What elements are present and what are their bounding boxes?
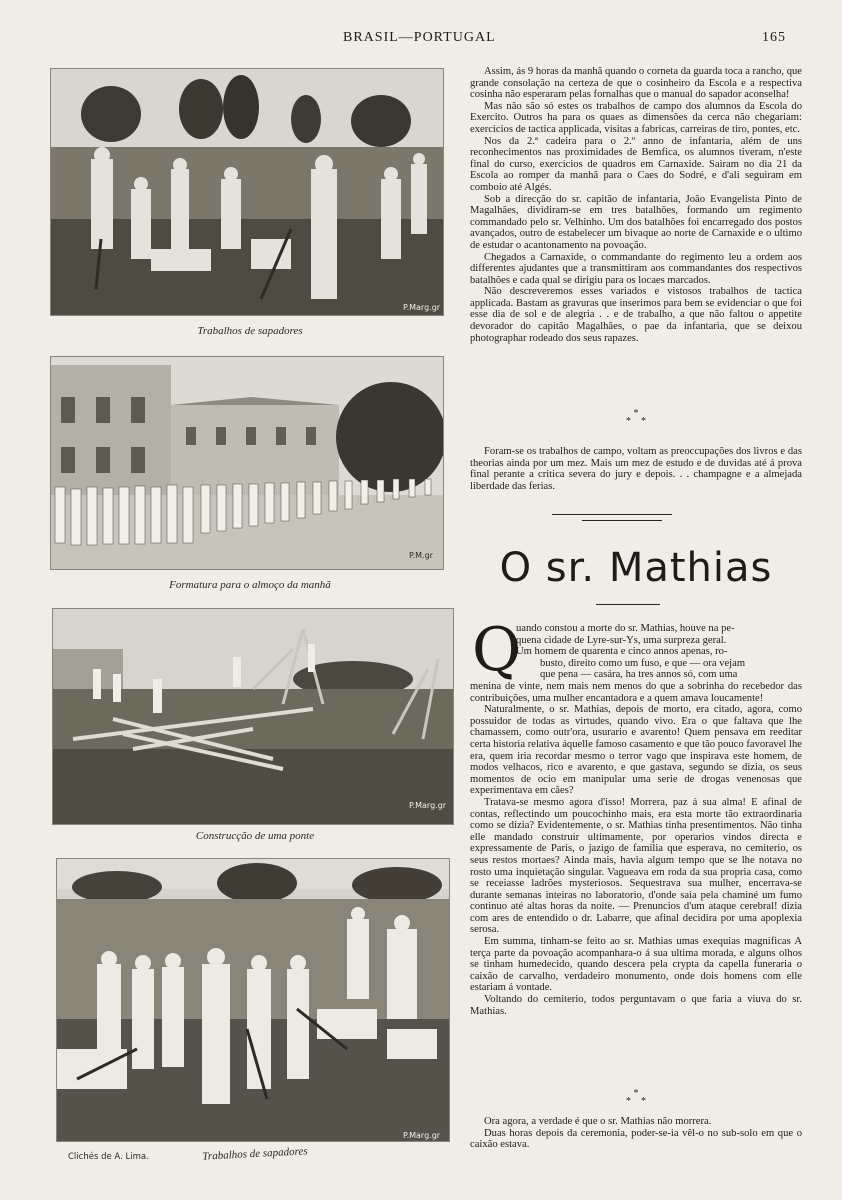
article-body xyxy=(470,681,802,1017)
text-line: busto, direito como um fuso, e que — ora vejam xyxy=(540,657,746,669)
paragraph: Em summa, tinham-se feito ao sr. Mathias umas exequias magnificas A terça parte da povoação acompanhara-o á sua ultima morada, e alguns olhos se tinham humedecido, quando descera pela crypta da capella funeraria o caixão de carvalho, verdadeiro monumento, onde dois homens com elle estariam á vontade. xyxy=(470,936,802,994)
stars-row: * * xyxy=(626,1096,646,1107)
photo-sappers-work-2 xyxy=(56,858,450,1142)
engraver-signature: P.Marg.gr xyxy=(403,303,441,312)
stars-row: * * xyxy=(626,416,646,427)
stars-row: * xyxy=(633,408,639,419)
article-body-start xyxy=(516,623,802,681)
engraver-signature: P.Marg.gr xyxy=(403,1131,441,1140)
engraver-signature: P.Marg.gr xyxy=(409,801,447,810)
photo-credit: Clichés de A. Lima. xyxy=(68,1152,149,1162)
paragraph: Naturalmente, o sr. Mathias, depois de morto, era citado, agora, como possuidor de todas as virtudes, quando vivo. Era o que faltava que lhe chamassem, como outr'ora, usurario e avarento! Quem pensava em reeditar certa historia relativa áquelle famoso casamento e que tão pouco favoravel lhe era, quem iria recordar mesmo o terror vago que inspirava este homem, de modos velhacos, rico e avarento, e que gastava, segundo se dizia, os seus momentos de ocio em manipular uma serie de drogas venenosas que experimentava em cães? xyxy=(470,704,802,797)
text-line: que pena — casára, ha tres annos só, com uma xyxy=(540,669,738,681)
text-line: quena cidade de Lyre-sur-Ys, uma surpreza geral. xyxy=(516,634,727,646)
photo-sappers-work-2-image xyxy=(57,859,449,1141)
paragraph: Assim, ás 9 horas da manhã quando o corneta da guarda toca a rancho, que grande consolação na certeza de que o cosinheiro da Escola e a respectiva cosinha não esperaram pelas fornalhas que o manual do sapador aconselha! xyxy=(470,66,802,101)
paragraph: Voltando do cemiterio, todos perguntavam o que faria a viuva do sr. Mathias. xyxy=(470,994,802,1017)
article-continuation xyxy=(470,66,802,344)
section-stars xyxy=(470,1090,802,1106)
figure-caption: Construcção de uma ponte xyxy=(195,830,315,842)
photo-formation xyxy=(50,356,444,570)
figure-caption: Trabalhos de sapadores xyxy=(197,325,303,337)
paragraph: Tratava-se mesmo agora d'isso! Morrera, paz á sua alma! E afinal de contas, reflectindo um poucochinho mais, era esta morte tão extraordinaria como se dizia? Evidentemente, o sr. Mathias tinha presentimentos. Não tinha elle mandado construir ultimamente, por operarios vindos directa e expressamente de Paris, o jazigo de familia que esperava, no cemiterio, os seus restos mortaes? Ainda mais, havia algum tempo que se lhe notava no rosto uma inquietação singular. Vagueava em roda da sua propria casa, como se receiasse ladrões mysteriosos. Sequestrava sua mulher, encerrava-se durante semanas inteiras no laboratorio, d'onde saia pela chaminé um fumo continuo até altas horas da noite. — Prenuncios d'um ataque cerebral! dizia com ares de entendido o dr. Labarre, que afinal decidira por uma apoplexia serosa. xyxy=(470,796,802,936)
paragraph: Duas horas depois da ceremonia, poder-se-ia vêl-o no sub-solo em que o caixão estava. xyxy=(470,1127,802,1151)
paragraph: Nos da 2.ª cadeira para o 2.º anno de infantaria, além de uns reconhecimentos nas proximidades de Bemfica, os alumnos tiveram, n'este final do curso, exercicios de quadros em Carnaxide. Sairam no dia 21 da Escola ao romper da manhã para o Caes do Sodré, e d'ali seguiram em comboio até Algés. xyxy=(470,135,802,193)
photo-sappers-work-1-image xyxy=(51,69,443,315)
section-rule xyxy=(552,514,672,515)
paragraph: menina de vinte, nem mais nem menos do que a sobrinha do recebedor das contribuições, uma mulher encantadora e a quem amava loucamente! xyxy=(470,681,802,704)
photo-formation-image xyxy=(51,357,443,569)
page-number: 165 xyxy=(762,30,786,45)
photo-bridge-construction-image xyxy=(53,609,453,824)
paragraph: Sob a direcção do sr. capitão de infantaria, João Evangelista Pinto de Magalhães, dividiram-se em tres batalhões, formando um regimento commandado pelo sr. Velhinho. Um dos batalhões foi encarregado dos postos avançados, outro de estabelecer um bivaque ao norte de Carnaxide e o ultimo de estudar o acantonamento na povoação. xyxy=(470,193,802,251)
paragraph: Ora agora, a verdade é que o sr. Mathias não morrera. xyxy=(484,1116,712,1127)
figure-caption: Formatura para o almoço da manhã xyxy=(169,579,331,591)
drop-cap: Q xyxy=(472,615,522,685)
paragraph: Foram-se os trabalhos de campo, voltam as preoccupações dos livros e das theorias ainda por um mez. Mais um mez de estudo e de duvidas até á prova final perante a critica severa do jury e depois. . . champagne e a almejada liberdade das ferias. xyxy=(470,446,802,492)
paragraph: Não descreveremos esses variados e vistosos trabalhos de tactica applicada. Bastam as gravuras que inserimos para bem se evidenciar o que foi esse dia de sol e de alegria . . e de trabalho, a que não faltou o appetite devorador do capitão Magalhães, o pae da infantaria, que se deixou photographar rodeado dos seus rapazes. xyxy=(470,286,802,344)
section-rule xyxy=(582,520,662,521)
paragraph: Mas não são só estes os trabalhos de campo dos alumnos da Escola do Exercito. Outros ha para os quaes as dimensões da cerca não chegariam: exercicios de tactica applicada, visitas a fabricas, carreiras de tiro, pontes, etc. xyxy=(470,100,802,135)
article-ending xyxy=(470,446,802,492)
running-title: BRASIL—PORTUGAL xyxy=(343,30,496,45)
engraver-signature: P.M.gr xyxy=(409,551,433,560)
photo-bridge-construction xyxy=(52,608,454,825)
photo-sappers-work-1 xyxy=(50,68,444,316)
article-closing xyxy=(470,1116,802,1151)
text-line: uando constou a morte do sr. Mathias, houve na pe- xyxy=(516,623,735,634)
running-head xyxy=(0,30,842,50)
text-line: Um homem de quarenta e cinco annos apenas, ro- xyxy=(516,646,728,658)
section-stars xyxy=(470,410,802,426)
title-underline xyxy=(596,604,660,605)
figure-caption: Trabalhos de sapadores xyxy=(202,1145,308,1163)
article-title: O sr. Mathias xyxy=(499,545,773,591)
stars-row: * xyxy=(633,1088,639,1099)
paragraph: Chegados a Carnaxide, o commandante do regimento leu a ordem aos differentes ajudantes que a transmittiram aos commandantes dos respectivos batalhões e cada qual se dirigiu para os locaes marcados. xyxy=(470,251,802,286)
